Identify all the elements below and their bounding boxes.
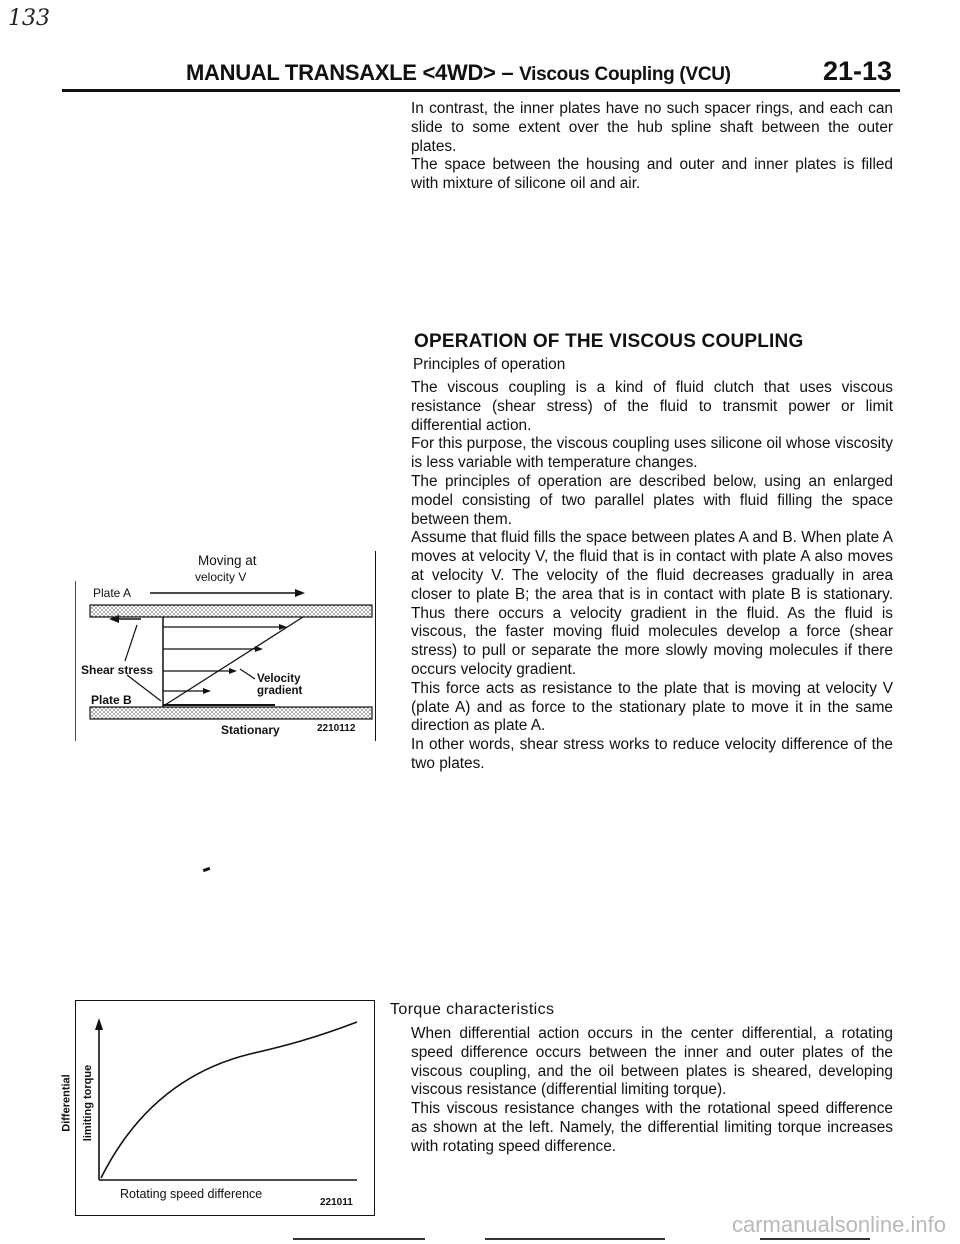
page-header xyxy=(186,56,900,90)
subheading-principles: Principles of operation xyxy=(413,356,566,373)
operation-paragraph-6: In other words, shear stress works to reduce velocity difference of the two plates. xyxy=(411,736,893,772)
page-number: 21-13 xyxy=(822,56,892,86)
plate-b xyxy=(90,707,372,719)
ylabel-line1: Differential xyxy=(60,1074,73,1132)
torque-text xyxy=(411,1025,893,1157)
figure1-number: 2210112 xyxy=(317,723,356,734)
operation-paragraph-2: For this purpose, the viscous coupling uses silicone oil whose viscosity is less variable with temperature changes. xyxy=(411,435,893,472)
torque-curve xyxy=(101,1022,357,1178)
footer-line-left xyxy=(293,1238,425,1240)
figure2-number: 221011 xyxy=(320,1197,353,1208)
xlabel: Rotating speed difference xyxy=(120,1187,263,1201)
operation-text xyxy=(411,379,893,774)
intro-text xyxy=(411,100,893,194)
ylabel-line2: limiting torque xyxy=(82,1064,95,1142)
watermark: carmanualsonline.info xyxy=(731,1212,946,1237)
intro-paragraph-1: In contrast, the inner plates have no such spacer rings, and each can slide to some extent over the hub spline shaft between the outer plates. xyxy=(411,100,893,155)
footer-line-mid xyxy=(485,1238,665,1240)
operation-paragraph-3: The principles of operation are described below, using an enlarged model consisting of two parallel plates with fluid filling the space between them. xyxy=(411,472,893,528)
label-plate-b: Plate B xyxy=(91,693,132,707)
subheading-torque: Torque characteristics xyxy=(390,1001,555,1018)
header-rule xyxy=(62,89,900,92)
header-title-main: MANUAL TRANSAXLE <4WD> – xyxy=(186,60,520,85)
stray-mark xyxy=(203,867,211,872)
operation-paragraph-1: The viscous coupling is a kind of fluid clutch that uses viscous resistance (shear stress) of the fluid to transmit power or limit differential action. xyxy=(411,379,893,434)
footer-line-right xyxy=(760,1238,870,1240)
operation-paragraph-4: Assume that fluid fills the space between plates A and B. When plate A moves at velocity V, the fluid that is in contact with plate A also moves at velocity V. The velocity of the fluid decreases gradually in area closer to plate B; the area that is in contact with plate B is stationary. Thus there occurs a velocity gradient in the fluid. As the fluid is viscous, the faster moving fluid molecules develop a force (shear stress) to pull or separate the more slowly moving molecules if there occurs velocity gradient. xyxy=(411,529,893,678)
handwritten-page-mark: 133 xyxy=(8,6,50,31)
header-title xyxy=(186,60,731,86)
label-moving-at: Moving at xyxy=(198,553,257,568)
label-gradient: gradient xyxy=(257,685,303,697)
plate-a xyxy=(90,605,372,617)
label-velocity-v: velocity V xyxy=(195,570,247,584)
label-stationary: Stationary xyxy=(221,723,280,737)
header-title-sub: Viscous Coupling (VCU) xyxy=(519,64,731,85)
torque-curve-diagram xyxy=(75,1000,375,1216)
operation-paragraph-5: This force acts as resistance to the plate that is moving at velocity V (plate A) and as force to the stationary plate to move it in the same direction as plate A. xyxy=(411,679,893,735)
label-shear-stress: Shear stress xyxy=(81,663,154,677)
section-heading-operation: OPERATION OF THE VISCOUS COUPLING xyxy=(414,331,804,352)
torque-figure xyxy=(60,1000,375,1216)
intro-paragraph-2: The space between the housing and outer and inner plates is filled with mixture of silicone oil and air. xyxy=(411,156,893,193)
y-arrow-icon xyxy=(95,1018,103,1030)
velocity-gradient-figure xyxy=(75,551,376,741)
arrowhead-icon xyxy=(295,589,305,597)
label-velocity: Velocity xyxy=(257,673,301,685)
torque-paragraph-2: This viscous resistance changes with the rotational speed difference as shown at the left. Namely, the differential limiting torque increases with rotating speed difference. xyxy=(411,1100,893,1155)
label-plate-a: Plate A xyxy=(93,586,132,600)
torque-paragraph-1: When differential action occurs in the center differential, a rotating speed difference occurs between the inner and outer plates of the viscous coupling, and the oil between plates is sheared, developing viscous resistance (differential limiting torque). xyxy=(411,1025,893,1099)
